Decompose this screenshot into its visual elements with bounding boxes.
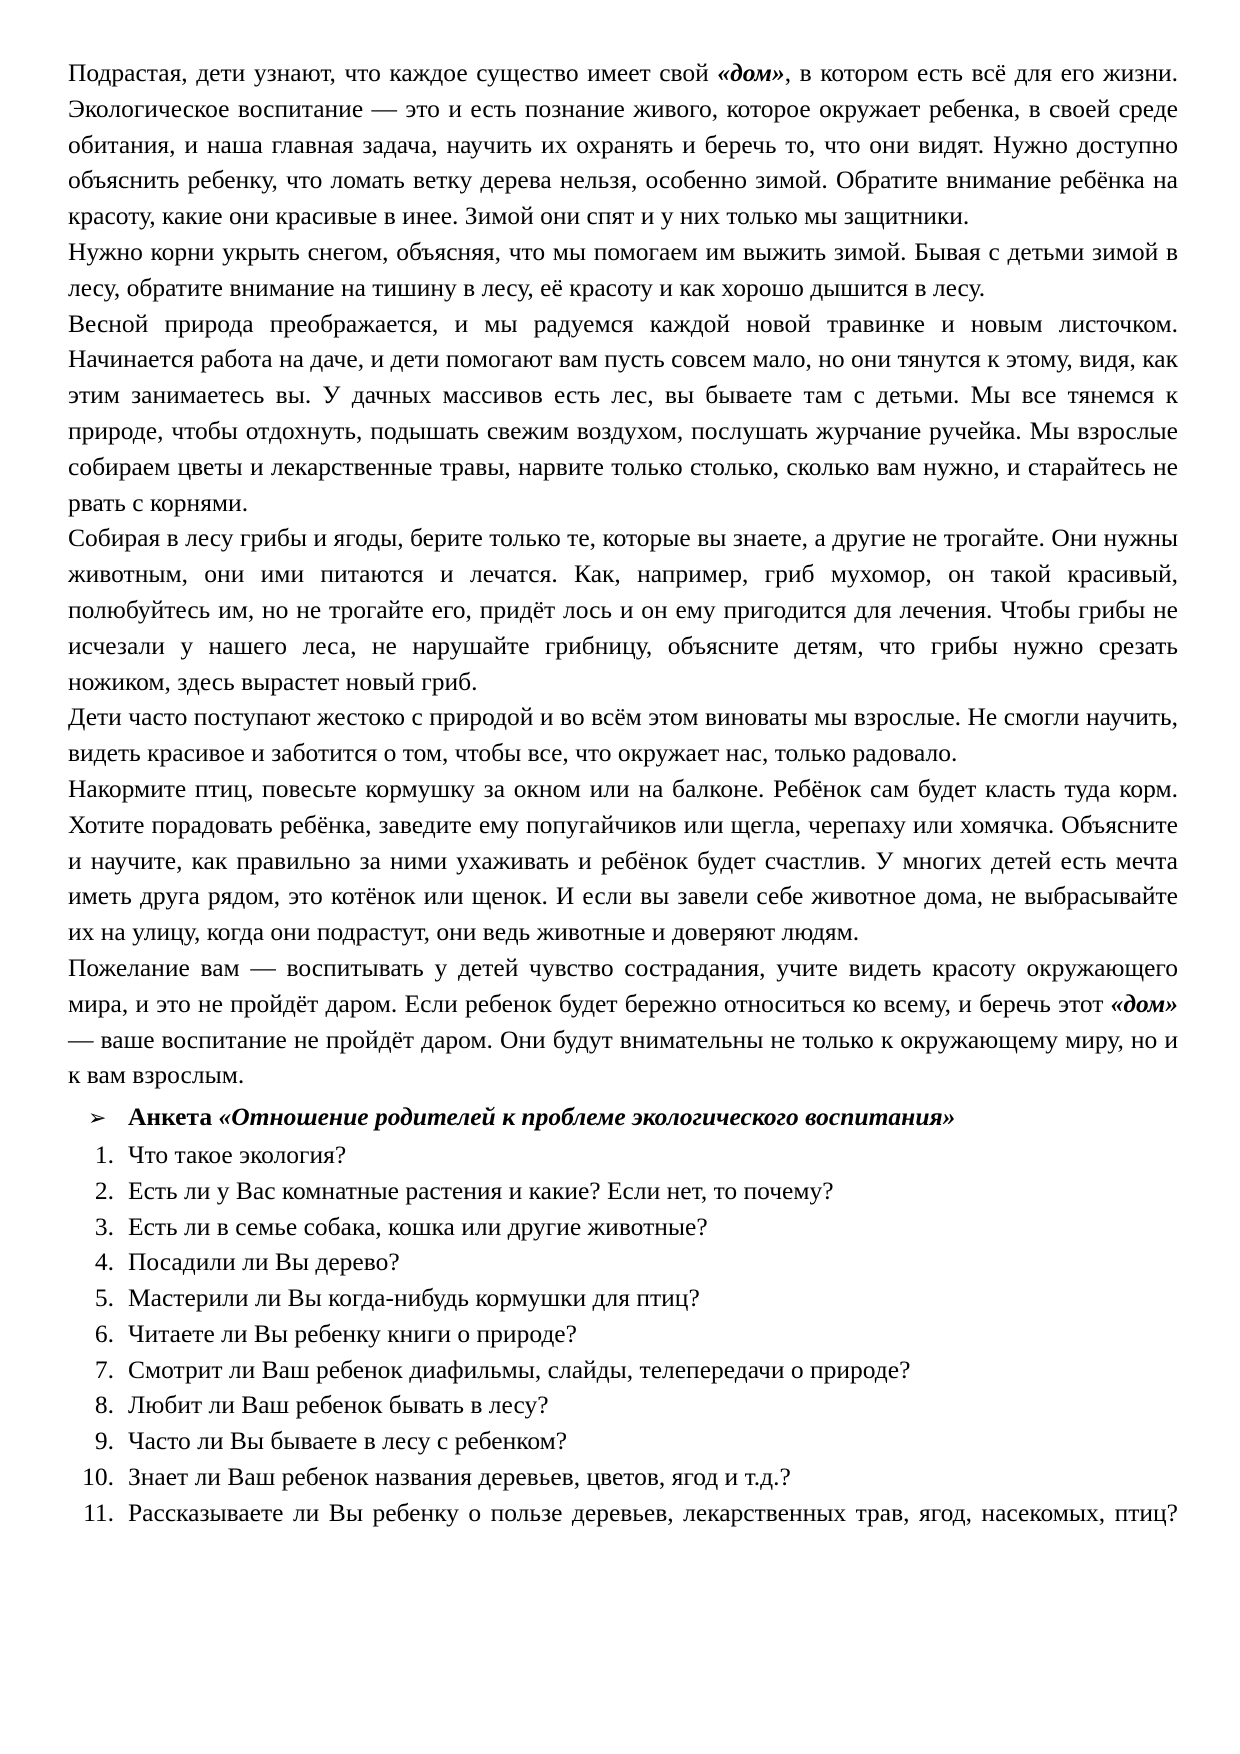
survey-question-list [68, 1137, 1178, 1567]
list-item [68, 1244, 1178, 1280]
list-item [68, 1280, 1178, 1316]
question-text: Рассказываете ли Вы ребенку о пользе деревьев, лекарственных трав, ягод, насекомых, птиц? [128, 1497, 1178, 1527]
question-number: 10. [82, 1462, 114, 1492]
list-item [68, 1352, 1178, 1388]
paragraph-segment: Пожелание вам — воспитывать у детей чувство сострадания, учите видеть красоту окружающего мира, и это не пройдёт даром. Если ребенок будет бережно относиться ко всему, и беречь этот [68, 952, 1178, 1018]
question-number: 2. [94, 1175, 114, 1205]
survey-section [68, 1099, 1178, 1566]
list-item [68, 1316, 1178, 1352]
question-text: Читаете ли Вы ребенку книги о природе? [128, 1318, 577, 1348]
arrow-bullet-icon: ➢ [88, 1106, 107, 1132]
question-text: Смотрит ли Ваш ребенок диафильмы, слайды, телепередачи о природе? [128, 1354, 911, 1384]
question-text: Любит ли Ваш ребенок бывать в лесу? [128, 1390, 549, 1420]
question-number: 6. [94, 1318, 114, 1348]
survey-title-text: «Отношение родителей к проблеме экологического воспитания» [218, 1102, 956, 1132]
question-number: 9. [94, 1426, 114, 1456]
paragraph-final-wish [68, 950, 1178, 1093]
question-number: 8. [94, 1390, 114, 1420]
question-text: Есть ли в семье собака, кошка или другие животные? [128, 1211, 708, 1241]
paragraph-feed-birds-pets: Накормите птиц, повесьте кормушку за окном или на балконе. Ребёнок сам будет класть туда корм. Хотите порадовать ребёнка, заведите ему попугайчиков или щегла, черепаху или хомячка. Объясните и научите, как правильно за ними ухаживать и ребёнок будет счастлив. У многих детей есть мечта иметь друга рядом, это котёнок или щенок. И если вы завели себе животное дома, не выбрасывайте их на улицу, когда они подрастут, они ведь животные и доверяют людям. [68, 773, 1178, 947]
question-text: Посадили ли Вы дерево? [128, 1247, 400, 1277]
question-text: Есть ли у Вас комнатные растения и какие? Если нет, то почему? [128, 1175, 834, 1205]
list-item [68, 1137, 1178, 1173]
question-text: Знает ли Ваш ребенок названия деревьев, цветов, ягод и т.д.? [128, 1462, 791, 1492]
question-text: Мастерили ли Вы когда-нибудь кормушки для птиц? [128, 1283, 700, 1313]
list-item [68, 1459, 1178, 1495]
paragraph-children-cruelty: Дети часто поступают жестоко с природой и во всём этом виноваты мы взрослые. Не смогли научить, видеть красивое и заботится о том, чтобы все, что окружает нас, только радовало. [68, 702, 1178, 768]
list-item [68, 1387, 1178, 1423]
survey-label-text: Анкета [128, 1102, 213, 1132]
list-item [68, 1209, 1178, 1245]
paragraph-segment: , в котором есть всё для его жизни. Экологическое воспитание — это и есть познание живого, которое окружает ребенка, в своей среде обитания, и наша главная задача, научить их охранять и беречь то, что они видят. Нужно доступно объяснить ребенку, что ломать ветку дерева нельзя, особенно зимой. Обратите внимание ребёнка на красоту, какие они красивые в инее. Зимой они спят и у них только мы защитники. [68, 58, 1179, 231]
paragraph-mushrooms-berries: Собирая в лесу грибы и ягоды, берите только те, которые вы знаете, а другие не трогайте. Они нужны животным, они ими питаются и лечатся. Как, например, гриб мухомор, он такой красивый, полюбуйтесь им, но не трогайте его, придёт лось и он ему пригодится для лечения. Чтобы грибы не исчезали у нашего леса, не нарушайте грибницу, объясните детям, что грибы нужно срезать ножиком, здесь вырастет новый гриб. [68, 523, 1178, 696]
list-item [68, 1495, 1178, 1567]
emphasis-dom: «дом» [717, 58, 785, 87]
question-number: 3. [94, 1211, 114, 1241]
question-text: Что такое экология? [128, 1139, 347, 1169]
list-item [68, 1173, 1178, 1209]
question-number: 5. [94, 1283, 114, 1313]
paragraph-winter-roots: Нужно корни укрыть снегом, объясняя, что мы помогаем им выжить зимой. Бывая с детьми зимой в лесу, обратите внимание на тишину в лесу, её красоту и как хорошо дышится в лесу. [68, 236, 1178, 302]
paragraph-segment: Подрастая, дети узнают, что каждое существо имеет свой [68, 58, 718, 87]
question-number: 1. [94, 1139, 114, 1169]
emphasis-dom: «дом» [1110, 988, 1178, 1018]
list-item [68, 1423, 1178, 1459]
paragraph-spring-nature: Весной природа преображается, и мы радуемся каждой новой травинке и новым листочком. Начинается работа на даче, и дети помогают вам пусть совсем мало, но они тянутся к этому, видя, как этим занимаетесь вы. У дачных массивов есть лес, вы бываете там с детьми. Мы все тянемся к природе, чтобы отдохнуть, подышать свежим воздухом, послушать журчание ручейка. Мы взрослые собираем цветы и лекарственные травы, нарвите только столько, сколько вам нужно, и старайтесь не рвать с корнями. [68, 308, 1178, 517]
question-number: 11. [83, 1497, 114, 1527]
paragraph-growing-up [68, 55, 1178, 234]
survey-heading [68, 1099, 1178, 1137]
survey-heading-label [128, 1099, 955, 1135]
paragraph-segment: — ваше воспитание не пройдёт даром. Они будут внимательны не только к окружающему миру, но и к вам взрослым. [68, 1024, 1178, 1090]
question-number: 7. [94, 1354, 114, 1384]
question-number: 4. [94, 1247, 114, 1277]
question-text: Часто ли Вы бываете в лесу с ребенком? [128, 1426, 568, 1456]
